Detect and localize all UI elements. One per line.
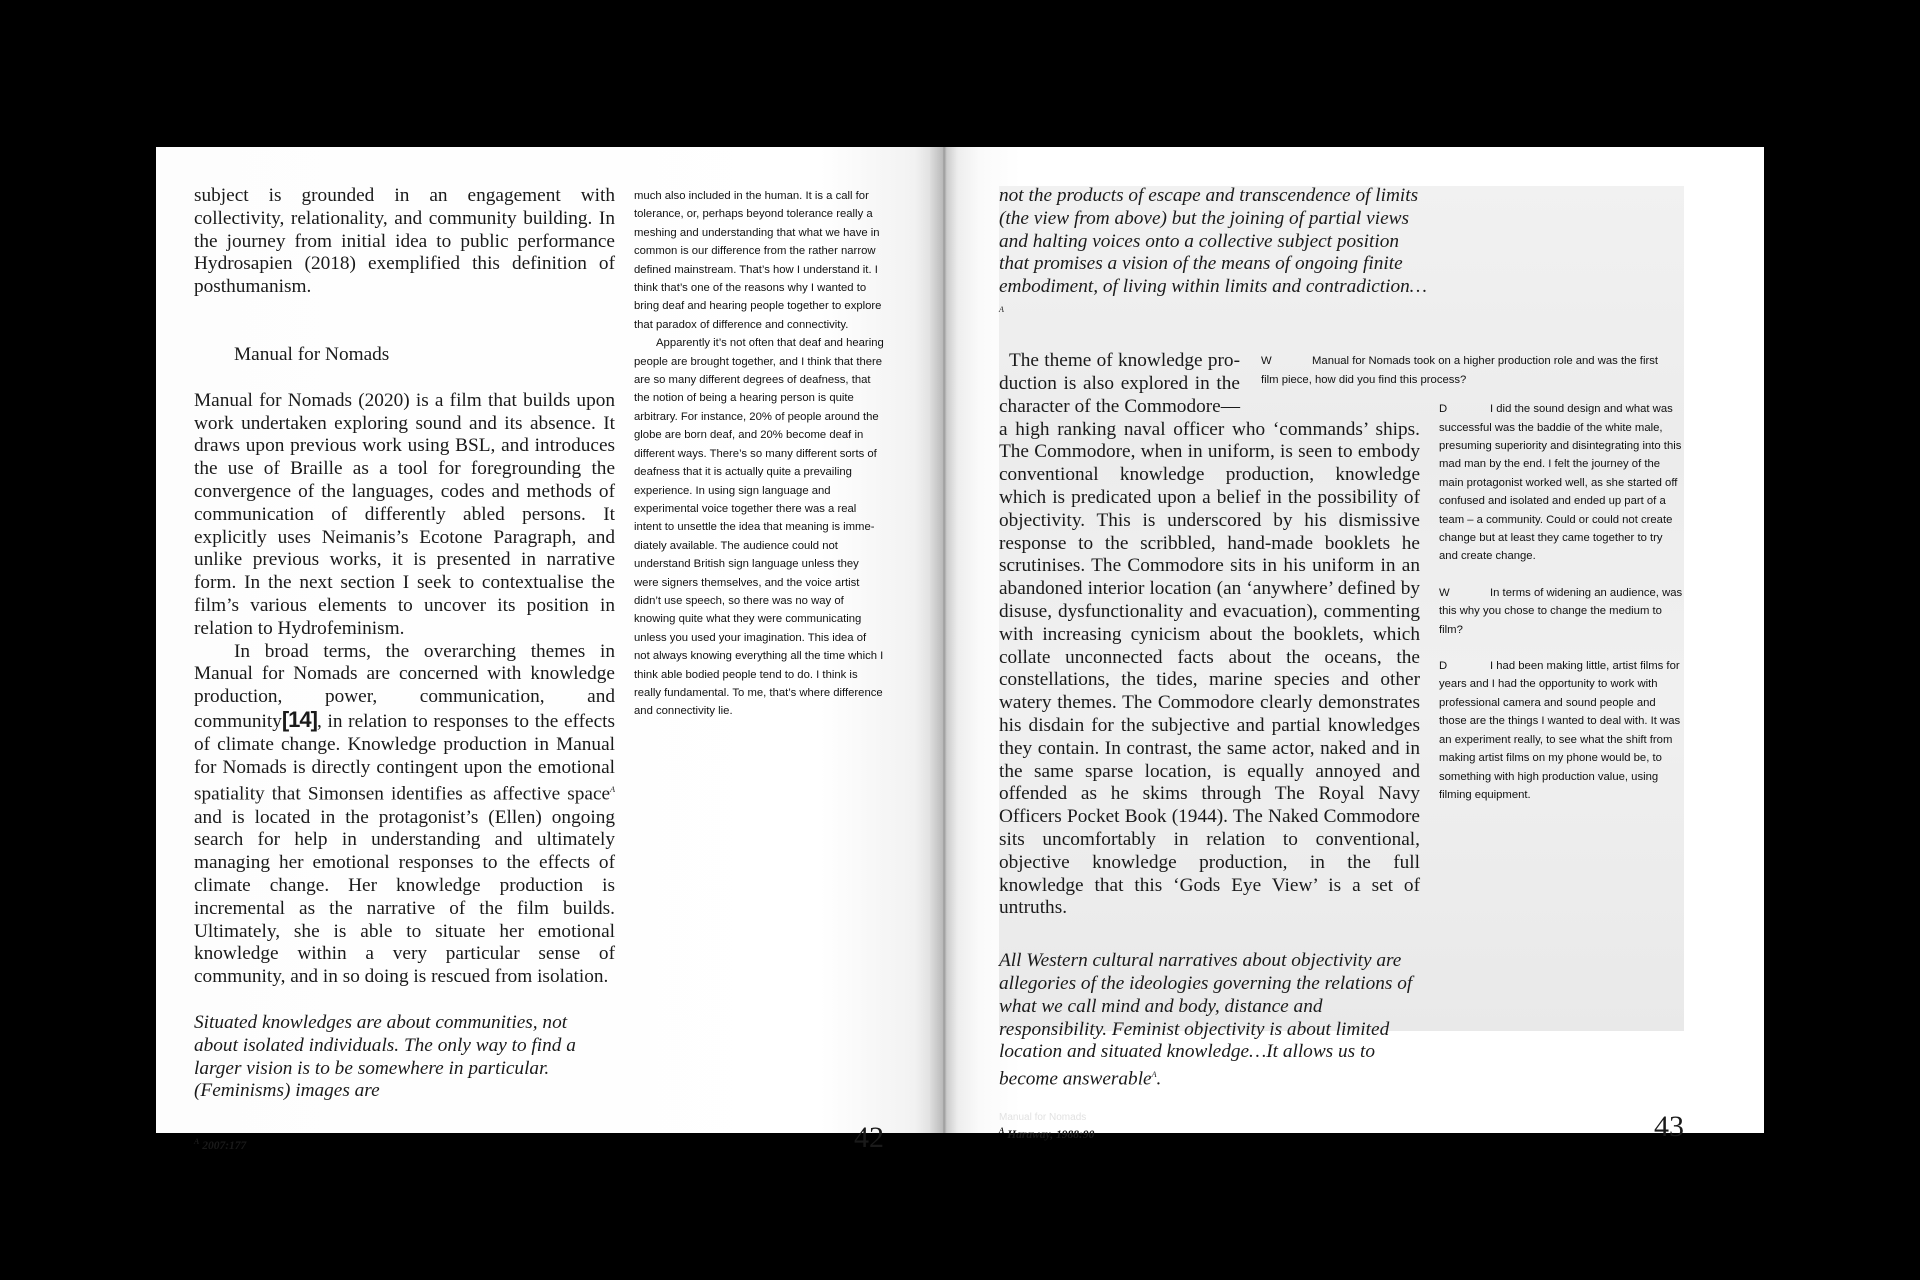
book-spine <box>930 147 958 1133</box>
paragraph: much also included in the human. It is a call for tolerance, or, perhaps beyond tolerance really a meshing and understanding that what we have in common is our difference from the rather narrow defined mainstream. That’s how I understand it. I think that’s one of the reasons why I wanted to bring deaf and hearing people together to explore that paradox of difference and connectivity. <box>634 190 882 331</box>
speaker-label: W <box>1261 355 1272 368</box>
interview-answer <box>1439 657 1684 804</box>
footnote-marker: A <box>610 785 615 795</box>
section-heading: Manual for Nomads <box>234 343 390 365</box>
left-side-column <box>634 185 884 721</box>
quote-text: not the products of escape and transcendence of limits (the view from above) but the joining of partial views and halting voices onto a collective subject position that promises a vision of the means of ongoing finite embodiment, of living within limits and contradiction… <box>999 185 1427 298</box>
left-footer <box>194 1103 884 1153</box>
block-quote: Situated knowledges are about communities, not about isolated individuals. The only way to find a larger vision is to be somewhere in particular. (Feminisms) images are <box>194 1011 576 1102</box>
text: In broad terms, the overarching themes in Manual for Nomads are concerned with knowledge production, power, communication, and community <box>194 640 615 732</box>
footnote-text: 2007:177 <box>202 1140 247 1153</box>
footnote <box>999 1124 1094 1142</box>
interview-column <box>1439 350 1684 804</box>
paragraph: subject is grounded in an engagement with collectivity, relationality, and community building. In the journey from initial idea to public performance Hydrosapien (2018) exemplified this definition of posthumanism. <box>194 185 615 298</box>
footnote-block <box>999 1111 1094 1142</box>
footnote-marker: A <box>999 1126 1005 1136</box>
left-main-column <box>194 185 615 1103</box>
speaker-label: W <box>1439 586 1450 599</box>
left-columns <box>194 185 884 1103</box>
footnote-marker: A <box>999 304 1004 314</box>
left-page-content <box>194 185 884 1153</box>
interview-text: In terms of widening an audience, was this why you chose to change the medium to film? <box>1439 586 1683 636</box>
interview-text: Manual for Nomads took on a higher production role and was the first film piece, how did you find this process? <box>1261 355 1659 386</box>
interview-answer <box>1439 400 1684 566</box>
right-footer <box>999 1091 1684 1142</box>
text: , in relation to responses to the effects of climate change. Knowledge production in Manual for Nomads is directly contingent upon the emotional spatiality that Simonsen identifies as affective space <box>194 710 615 805</box>
top-quote <box>999 185 1429 326</box>
reference-marker: [14] <box>281 706 317 732</box>
footnote-marker: A <box>1151 1070 1157 1080</box>
page-number: 42 <box>854 1121 884 1155</box>
speaker-label: D <box>1439 403 1448 416</box>
block-quote: All Western cultural narratives about objectivity are allegories of the ideologies governing the relations of what we call mind and body, distance and responsibility. Feminist objectivity is about limited location and situated knowledge…It allows us to become answerable$^A$. <box>999 950 1413 1090</box>
interview-question <box>1439 584 1684 639</box>
quote-text: All Western cultural narratives about objectivity are allegories of the ideologies governing the relations of what we call mind and body, distance and responsibility. Feminist objectivity is about limited location and situated knowledge…It allows us to become answerable <box>999 950 1413 1090</box>
paragraph: The theme of knowledge production is also explored in the character of the Commodore—a high ranking naval officer who ‘commands’ ships. The Commodore, when in uniform, is seen to embody conventional knowledge production, knowledge which is predicated upon a belief in the possibility of objectivity. This is underscored by his dismissive response to the scribbled, hand-made booklets he scrutinises. The Commodore sits in his uniform in an abandoned interior location (an ‘anywhere’ defined by disuse, dysfunctionality and evacuation), commenting with increasing cynicism about the booklets, which collate unconnected facts about the oceans, the constellations, the tides, marine species and other watery themes. The Commodore clearly demonstrates his disdain for the subjective and partial knowledges they contain. In contrast, the same actor, naked and in the same sparse location, is equally annoyed and offended as he skims through The Royal Navy Officers Pocket Book (1944). The Naked Commodore sits uncomfortably in relation to conventional, objective knowledge production, in the full knowledge that this ‘Gods Eye View’ is a set of untruths. <box>999 350 1420 919</box>
interview-question <box>1261 352 1661 389</box>
footnote <box>194 1135 246 1153</box>
paragraph <box>194 641 615 989</box>
ghost-caption: Manual for Nomads <box>999 1112 1087 1124</box>
interview-text: I had been making little, artist films for years and I had the opportunity to work with professional camera and sound people and those are the things I wanted to deal with. It was an experiment really, to see what the shift from making artist films on my phone would be, to something with high production value, using filming equipment. <box>1439 660 1681 801</box>
footnote-marker: A <box>194 1137 200 1147</box>
right-columns <box>999 350 1684 1091</box>
right-page-content <box>999 185 1684 1142</box>
speaker-label: D <box>1439 660 1448 673</box>
footnote-text: Haraway, 1988:90 <box>1007 1129 1095 1142</box>
paragraph: Apparently it’s not often that deaf and hearing people are brought together, and I think that there are so many different degrees of deafness, that the notion of being a hearing person is quite arbitrary. For instance, 20% of people around the globe are born deaf, and 20% become deaf in different ways. There’s so many different sorts of deafness that it is actually quite a prevailing experience. In using sign language and experimental voice together there was a real intent to unsettle the idea that meaning is immediately available. The audience could not understand British sign language unless they were signers themselves, and the voice artist didn’t use speech, so there was no way of knowing quite what they were communicating unless you used your imagination. This idea of not always knowing everything all the time which I think able bodied people tend to do. I think is really fundamental. To me, that’s where difference and connectivity lie. <box>634 337 884 718</box>
interview-text: I did the sound design and what was successful was the baddie of the white male, presuming superiority and disintegrating into this mad man by the end. I felt the journey of the main protagonist worked well, as she started off confused and isolated and ended up part of a team – a community. Could or could not create change but at least they came together to try and create change. <box>1439 403 1682 563</box>
page-number: 43 <box>1654 1110 1684 1144</box>
paragraph: Manual for Nomads (2020) is a film that builds upon work undertaken exploring sound and its absence. It draws upon previous work using BSL, and introduces the use of Braille as a tool for foregrounding the convergence of the languages, codes and methods of communication of differently abled persons. It explicitly uses Neimanis’s Ecotone Paragraph, and unlike previous works, it is presented in narrative form. In the next section I seek to contextualise the film’s various elements to uncover its position in relation to Hydrofeminism. <box>194 389 615 639</box>
right-main-column <box>999 350 1420 1091</box>
text: and is located in the protagonist’s (Ellen) ongoing search for help in understanding and ultimately managing her emotional responses to the effects of climate change. Her knowledge production is incremental as the narrative of the film builds. Ultimately, she is able to situate her emotional knowledge within a very particular sense of community, and in so doing is rescued from isolation. <box>194 806 615 988</box>
